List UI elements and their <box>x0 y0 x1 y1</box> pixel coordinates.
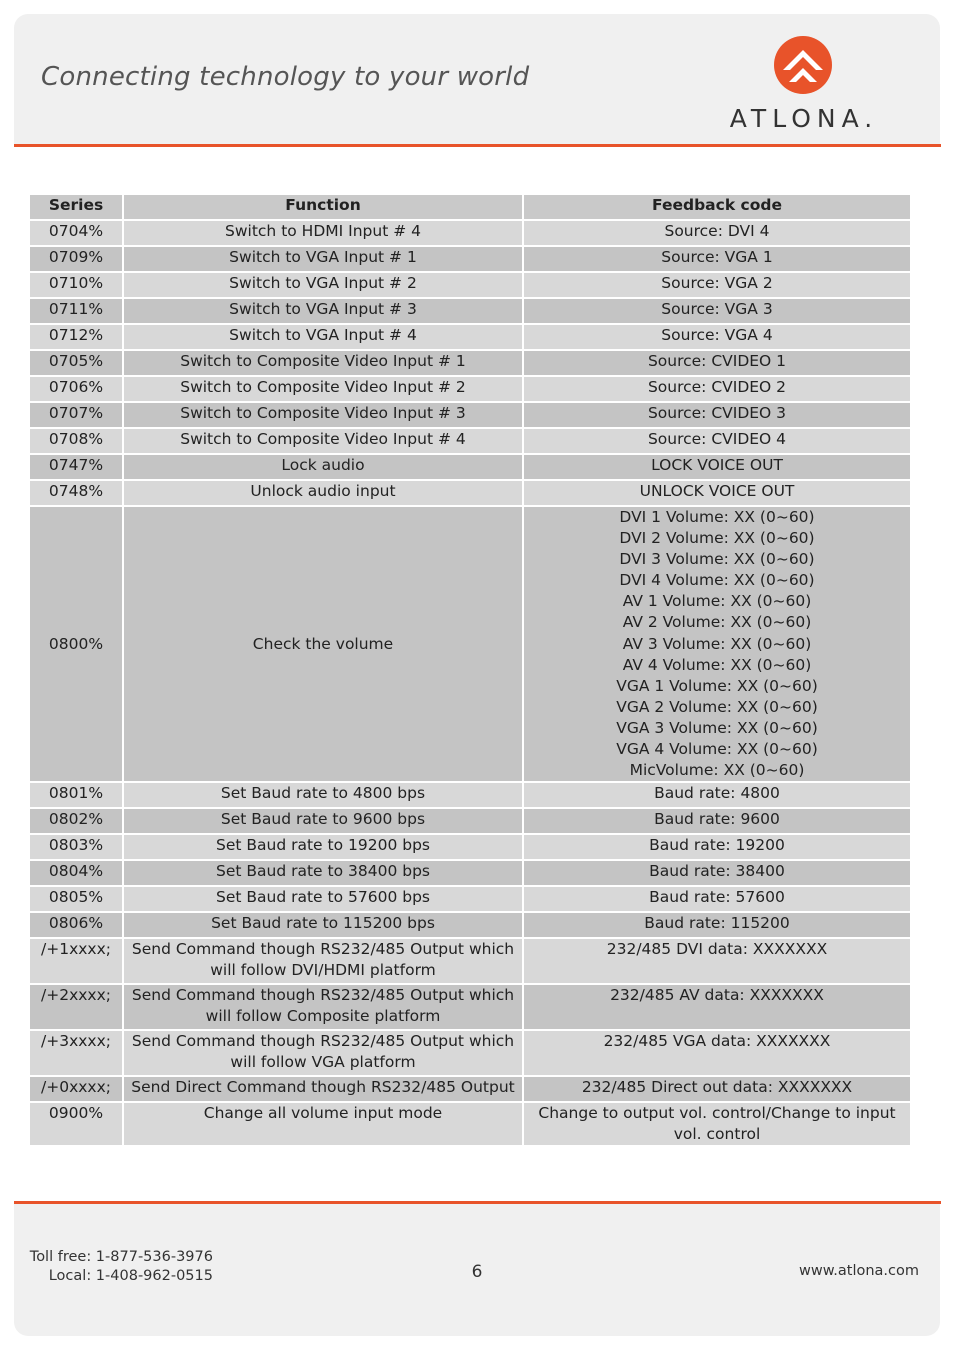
cell-series: 0712% <box>30 325 122 349</box>
header-series: Series <box>30 195 122 219</box>
cell-feedback-code <box>524 1031 910 1075</box>
cell-function: Switch to HDMI Input # 4 <box>124 221 522 245</box>
cell-feedback-code <box>524 913 910 937</box>
cell-series: 0704% <box>30 221 122 245</box>
cell-function: Set Baud rate to 115200 bps <box>124 913 522 937</box>
cell-function: Check the volume <box>124 507 522 781</box>
cell-series: 0805% <box>30 887 122 911</box>
cell-function: Switch to Composite Video Input # 4 <box>124 429 522 453</box>
cell-function: Send Command though RS232/485 Output which will follow DVI/HDMI platform <box>124 939 522 983</box>
cell-series: /+2xxxx; <box>30 985 122 1029</box>
cell-feedback-code <box>524 403 910 427</box>
cell-function: Set Baud rate to 4800 bps <box>124 783 522 807</box>
table-row <box>30 299 910 323</box>
cell-function: Unlock audio input <box>124 481 522 505</box>
feedback-line: AV 2 Volume: XX (0~60) <box>622 613 812 632</box>
feedback-line: Change to output vol. control/Change to input vol. control <box>538 1104 896 1144</box>
table-row <box>30 861 910 885</box>
feedback-line: MicVolume: XX (0~60) <box>629 761 805 780</box>
table-row <box>30 403 910 427</box>
cell-function: Set Baud rate to 38400 bps <box>124 861 522 885</box>
table-header-row <box>30 195 910 219</box>
cell-series: 0710% <box>30 273 122 297</box>
cell-feedback-code <box>524 861 910 885</box>
feedback-line: 232/485 Direct out data: XXXXXXX <box>581 1078 853 1097</box>
cell-series: 0707% <box>30 403 122 427</box>
feedback-line: AV 1 Volume: XX (0~60) <box>622 592 812 611</box>
feedback-line: Source: VGA 1 <box>661 248 773 266</box>
header-tagline: Connecting technology to your world <box>41 62 530 92</box>
cell-series: 0747% <box>30 455 122 479</box>
cell-series: 0800% <box>30 507 122 781</box>
cell-function: Switch to VGA Input # 4 <box>124 325 522 349</box>
feedback-line: 232/485 DVI data: XXXXXXX <box>606 940 828 959</box>
table-row <box>30 887 910 911</box>
cell-series: 0711% <box>30 299 122 323</box>
cell-feedback-code <box>524 273 910 297</box>
website-url: www.atlona.com <box>799 1263 919 1279</box>
table-row <box>30 325 910 349</box>
atlona-chevron-logo-icon <box>772 34 834 96</box>
cell-feedback-code <box>524 351 910 375</box>
feedback-line: Baud rate: 57600 <box>649 888 785 907</box>
page-number: 6 <box>471 1262 483 1282</box>
cell-function: Switch to VGA Input # 3 <box>124 299 522 323</box>
table-body <box>30 221 910 1145</box>
table-row <box>30 809 910 833</box>
feedback-line: VGA 1 Volume: XX (0~60) <box>616 676 818 695</box>
cell-series: /+1xxxx; <box>30 939 122 983</box>
cell-function: Switch to VGA Input # 1 <box>124 247 522 271</box>
table-row <box>30 351 910 375</box>
feedback-line: Source: CVIDEO 3 <box>647 404 787 422</box>
table-row <box>30 835 910 859</box>
feedback-line: Source: CVIDEO 4 <box>647 430 787 448</box>
cell-feedback-code <box>524 247 910 271</box>
table-row <box>30 985 910 1029</box>
cell-feedback-code <box>524 887 910 911</box>
table-row <box>30 507 910 781</box>
header-divider <box>14 144 941 147</box>
table-row <box>30 429 910 453</box>
cell-feedback-code <box>524 299 910 323</box>
feedback-line: 232/485 AV data: XXXXXXX <box>610 986 824 1005</box>
feedback-line: AV 4 Volume: XX (0~60) <box>622 655 812 674</box>
cell-series: 0806% <box>30 913 122 937</box>
table-row <box>30 1031 910 1075</box>
table-row <box>30 913 910 937</box>
atlona-logo <box>694 34 914 134</box>
cell-feedback-code <box>524 455 910 479</box>
table-row <box>30 783 910 807</box>
cell-feedback-code <box>524 1103 910 1145</box>
feedback-line: VGA 3 Volume: XX (0~60) <box>616 718 818 737</box>
cell-feedback-code <box>524 325 910 349</box>
feedback-line: Source: DVI 4 <box>664 222 770 240</box>
cell-series: 0706% <box>30 377 122 401</box>
header-function: Function <box>124 195 522 219</box>
cell-series: 0709% <box>30 247 122 271</box>
table-row <box>30 481 910 505</box>
feedback-line: DVI 3 Volume: XX (0~60) <box>619 550 815 569</box>
cell-feedback-code <box>524 507 910 781</box>
cell-series: /+3xxxx; <box>30 1031 122 1075</box>
cell-feedback-code <box>524 985 910 1029</box>
cell-feedback-code <box>524 429 910 453</box>
feedback-line: Source: CVIDEO 1 <box>647 352 787 370</box>
cell-feedback-code <box>524 481 910 505</box>
feedback-line: Baud rate: 19200 <box>649 836 785 855</box>
cell-function: Change all volume input mode <box>124 1103 522 1145</box>
feedback-line: DVI 1 Volume: XX (0~60) <box>619 508 815 526</box>
cell-series: 0802% <box>30 809 122 833</box>
cell-function: Switch to VGA Input # 2 <box>124 273 522 297</box>
table-row <box>30 939 910 983</box>
feedback-line: DVI 4 Volume: XX (0~60) <box>619 571 815 590</box>
feedback-line: Source: VGA 3 <box>661 300 773 318</box>
table-row <box>30 273 910 297</box>
cell-feedback-code <box>524 835 910 859</box>
feedback-line: UNLOCK VOICE OUT <box>639 482 795 500</box>
cell-function: Set Baud rate to 9600 bps <box>124 809 522 833</box>
feedback-line: Baud rate: 4800 <box>654 784 780 803</box>
table-row <box>30 455 910 479</box>
cell-function: Set Baud rate to 19200 bps <box>124 835 522 859</box>
cell-function: Send Direct Command though RS232/485 Output <box>124 1077 522 1101</box>
cell-series: 0900% <box>30 1103 122 1145</box>
feedback-line: DVI 2 Volume: XX (0~60) <box>619 529 815 548</box>
feedback-line: AV 3 Volume: XX (0~60) <box>622 634 812 653</box>
header-feedback-code: Feedback code <box>524 195 910 219</box>
cell-series: 0705% <box>30 351 122 375</box>
cell-series: 0748% <box>30 481 122 505</box>
feedback-line: Source: VGA 2 <box>661 274 773 292</box>
feedback-line: VGA 2 Volume: XX (0~60) <box>616 697 818 716</box>
feedback-line: LOCK VOICE OUT <box>651 456 783 474</box>
table-row <box>30 1103 910 1145</box>
cell-function: Switch to Composite Video Input # 2 <box>124 377 522 401</box>
feedback-line: Baud rate: 38400 <box>649 862 785 881</box>
cell-feedback-code <box>524 1077 910 1101</box>
cell-function: Lock audio <box>124 455 522 479</box>
cell-series: 0803% <box>30 835 122 859</box>
cell-feedback-code <box>524 783 910 807</box>
cell-feedback-code <box>524 809 910 833</box>
cell-function: Switch to Composite Video Input # 1 <box>124 351 522 375</box>
logo-wordmark: ATLONA. <box>729 104 879 133</box>
cell-series: /+0xxxx; <box>30 1077 122 1101</box>
feedback-line: 232/485 VGA data: XXXXXXX <box>603 1032 831 1051</box>
feedback-line: Source: VGA 4 <box>661 326 773 344</box>
cell-series: 0708% <box>30 429 122 453</box>
command-table <box>28 193 912 1147</box>
cell-function: Send Command though RS232/485 Output which will follow Composite platform <box>124 985 522 1029</box>
table-row <box>30 221 910 245</box>
cell-function: Send Command though RS232/485 Output which will follow VGA platform <box>124 1031 522 1075</box>
cell-feedback-code <box>524 221 910 245</box>
toll-free-number: Toll free: 1-877-536-3976 <box>29 1249 213 1265</box>
table-row <box>30 1077 910 1101</box>
cell-series: 0804% <box>30 861 122 885</box>
local-number: Local: 1-408-962-0515 <box>48 1268 213 1284</box>
cell-feedback-code <box>524 377 910 401</box>
cell-feedback-code <box>524 939 910 983</box>
cell-series: 0801% <box>30 783 122 807</box>
feedback-line: Source: CVIDEO 2 <box>647 378 787 396</box>
cell-function: Switch to Composite Video Input # 3 <box>124 403 522 427</box>
table-row <box>30 247 910 271</box>
cell-function: Set Baud rate to 57600 bps <box>124 887 522 911</box>
table-row <box>30 377 910 401</box>
feedback-line: VGA 4 Volume: XX (0~60) <box>616 740 818 759</box>
feedback-line: Baud rate: 9600 <box>654 810 780 829</box>
feedback-line: Baud rate: 115200 <box>644 914 790 933</box>
